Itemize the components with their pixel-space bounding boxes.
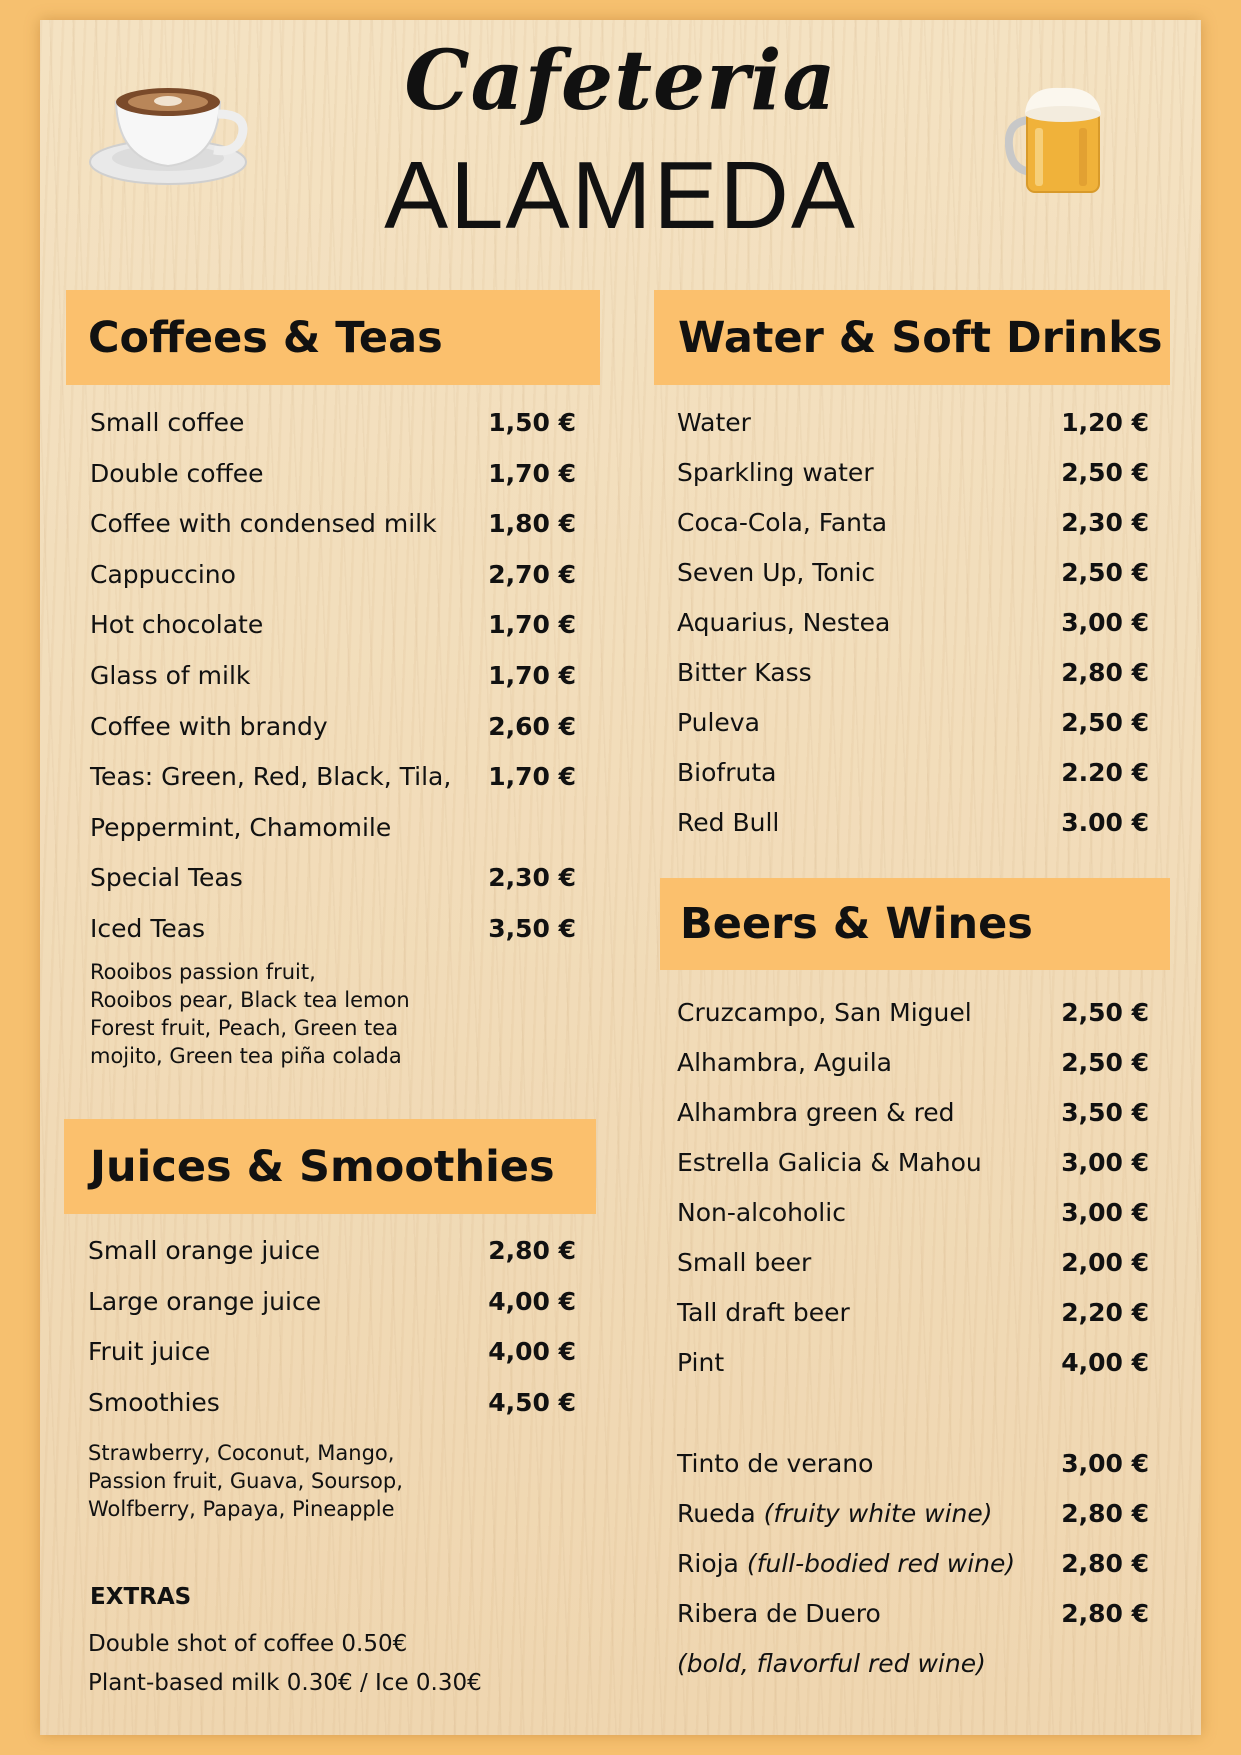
menu-item-price: 2,50 € [1061,998,1149,1027]
menu-item-price: 1,70 € [488,661,576,690]
wine-item-label [677,1551,1015,1576]
iced-teas-flavors-note [90,958,560,1070]
menu-item-name: Smoothies [88,1387,220,1417]
note-line: mojito, Green tea piña colada [90,1044,402,1068]
smoothies-flavors-note [88,1439,558,1523]
menu-item-name: Estrella Galicia & Mahou [677,1148,982,1177]
menu-item-price: 2,00 € [1061,1248,1149,1277]
menu-item-row [677,610,1149,635]
menu-title-main: ALAMEDA [384,142,857,249]
menu-item-row [677,810,1149,835]
menu-item-name: Cruzcampo, San Miguel [677,998,972,1027]
menu-item-name: Glass of milk [90,661,251,690]
menu-item-name: Non-alcoholic [677,1198,846,1227]
menu-item-price: 4,00 € [488,1337,576,1366]
menu-item-price: 1,50 € [488,408,576,437]
menu-item-row [90,663,576,688]
menu-item-name: Small beer [677,1248,812,1277]
menu-item-name: Small orange juice [88,1236,321,1265]
menu-item-name: Biofruta [677,758,777,787]
menu-item-row [677,760,1149,785]
menu-item-row [88,1286,576,1316]
menu-item-row [677,1150,1149,1175]
note-line: Strawberry, Coconut, Mango, [88,1441,395,1465]
menu-item-row [677,660,1149,685]
menu-item-name: Alhambra, Aguila [677,1048,892,1077]
wine-item-label [677,1651,986,1676]
menu-item-row [677,1300,1149,1325]
note-line: Passion fruit, Guava, Soursop, [88,1469,403,1493]
note-line: Wolfberry, Papaya, Pineapple [88,1497,395,1521]
wine-item-label [677,1501,993,1526]
wine-item-row [677,1501,1149,1526]
menu-item-name: Coffee with brandy [90,711,328,741]
wine-item-description: (full-bodied red wine) [746,1549,1016,1578]
menu-item-row [677,710,1149,735]
menu-title-script: Cafeteria [404,33,837,129]
menu-item-price: 1,20 € [1061,408,1149,437]
extras-line: Double shot of coffee 0.50€ [88,1631,408,1657]
menu-item-row [90,863,576,893]
menu-item-price: 1,70 € [488,610,576,640]
wine-item-description: (fruity white wine) [763,1499,993,1528]
menu-item-row [677,1250,1149,1275]
menu-item-row [677,1050,1149,1075]
coffee-cup-icon [86,80,256,200]
menu-item-name: Large orange juice [88,1286,322,1316]
menu-item-row [677,510,1149,535]
menu-item-row [90,812,576,842]
menu-item-price: 2,50 € [1061,558,1149,587]
menu-item-row [677,1200,1149,1225]
menu-item-row [90,916,576,941]
juices-smoothies-heading: Juices & Smoothies [64,1119,596,1214]
wine-item-name: Rueda [677,1499,764,1528]
wine-item-price: 2,80 € [1061,1499,1149,1528]
menu-item-price: 3,00 € [1061,1148,1149,1177]
menu-item-price: 3.00 € [1061,808,1149,837]
menu-item-price: 2.20 € [1061,758,1149,787]
menu-item-row [677,1350,1149,1375]
menu-item-row [677,560,1149,585]
menu-item-price: 2,50 € [1061,458,1149,487]
menu-item-name: Pint [677,1348,725,1377]
water-soft-drinks-heading: Water & Soft Drinks [654,290,1170,385]
menu-item-price: 2,30 € [1061,508,1149,537]
menu-item-name: Special Teas [90,863,243,893]
menu-item-price: 3,50 € [1061,1098,1149,1127]
wine-item-price: 2,80 € [1061,1549,1149,1578]
menu-item-row [90,559,576,589]
menu-item-name: Sparkling water [677,458,874,487]
wine-item-price: 2,80 € [1061,1599,1149,1628]
wine-item-name: Rioja [677,1549,747,1578]
wine-item-description: (bold, flavorful red wine) [677,1649,986,1678]
note-line: Rooibos passion fruit, [90,960,316,984]
menu-item-price: 4,00 € [488,1286,576,1316]
menu-item-price: 2,80 € [488,1236,576,1265]
menu-item-row [677,460,1149,485]
menu-item-price: 1,80 € [488,509,576,539]
menu-item-row [677,1000,1149,1025]
menu-item-row [90,410,576,435]
menu-item-name: Tall draft beer [677,1298,850,1327]
menu-item-row [90,762,576,792]
menu-item-name: Coca-Cola, Fanta [677,508,888,537]
menu-item-price: 2,50 € [1061,708,1149,737]
wine-item-row [677,1451,1149,1476]
coffees-teas-heading: Coffees & Teas [66,290,600,385]
menu-item-name: Double coffee [90,458,264,488]
menu-item-row [90,458,576,488]
extras-heading: EXTRAS [90,1584,192,1610]
menu-item-price: 4,00 € [1061,1348,1149,1377]
menu-item-row [88,1339,576,1364]
wine-item-row [677,1601,1149,1626]
menu-item-price: 3,50 € [488,914,576,943]
menu-item-name: Iced Teas [90,914,206,943]
menu-item-name: Alhambra green & red [677,1098,955,1127]
menu-item-price: 1,70 € [488,458,576,488]
menu-item-row [677,1100,1149,1125]
note-line: Forest fruit, Peach, Green tea [90,1016,399,1040]
menu-item-price: 1,70 € [488,762,576,792]
menu-item-name: Hot chocolate [90,610,264,640]
menu-item-name: Peppermint, Chamomile [90,812,392,842]
menu-item-price: 4,50 € [488,1387,576,1417]
menu-item-name: Red Bull [677,808,780,837]
menu-item-name: Fruit juice [88,1337,211,1366]
menu-item-row [677,410,1149,435]
menu-item-price: 2,50 € [1061,1048,1149,1077]
menu-item-price: 3,00 € [1061,1198,1149,1227]
extras-line: Plant-based milk 0.30€ / Ice 0.30€ [88,1670,482,1696]
wine-item-price: 3,00 € [1061,1449,1149,1478]
wine-item-name: Tinto de verano [677,1449,874,1478]
beer-mug-icon [1005,80,1115,200]
menu-item-name: Bitter Kass [677,658,812,687]
wine-item-label [677,1601,881,1626]
note-line: Rooibos pear, Black tea lemon [90,988,410,1012]
menu-item-price: 2,30 € [488,863,576,893]
wine-item-row [677,1551,1149,1576]
menu-item-price: 3,00 € [1061,608,1149,637]
menu-item-name: Seven Up, Tonic [677,558,876,587]
menu-item-name: Puleva [677,708,760,737]
menu-item-name: Aquarius, Nestea [677,608,891,637]
menu-item-row [88,1387,576,1417]
beers-wines-heading: Beers & Wines [660,878,1170,970]
menu-item-name: Coffee with condensed milk [90,509,437,539]
wine-item-label [677,1451,873,1476]
menu-item-name: Small coffee [90,408,245,437]
menu-item-row [88,1238,576,1263]
menu-item-name: Cappuccino [90,559,236,589]
menu-item-name: Teas: Green, Red, Black, Tila, [90,762,452,792]
menu-item-row [90,509,576,539]
menu-item-row [90,711,576,741]
menu-item-row [90,610,576,640]
wine-item-row [677,1651,1149,1676]
menu-item-price: 2,80 € [1061,658,1149,687]
wine-item-name: Ribera de Duero [677,1599,881,1628]
menu-item-price: 2,70 € [488,559,576,589]
menu-item-name: Water [677,408,751,437]
menu-item-price: 2,60 € [488,711,576,741]
menu-item-price: 2,20 € [1061,1298,1149,1327]
